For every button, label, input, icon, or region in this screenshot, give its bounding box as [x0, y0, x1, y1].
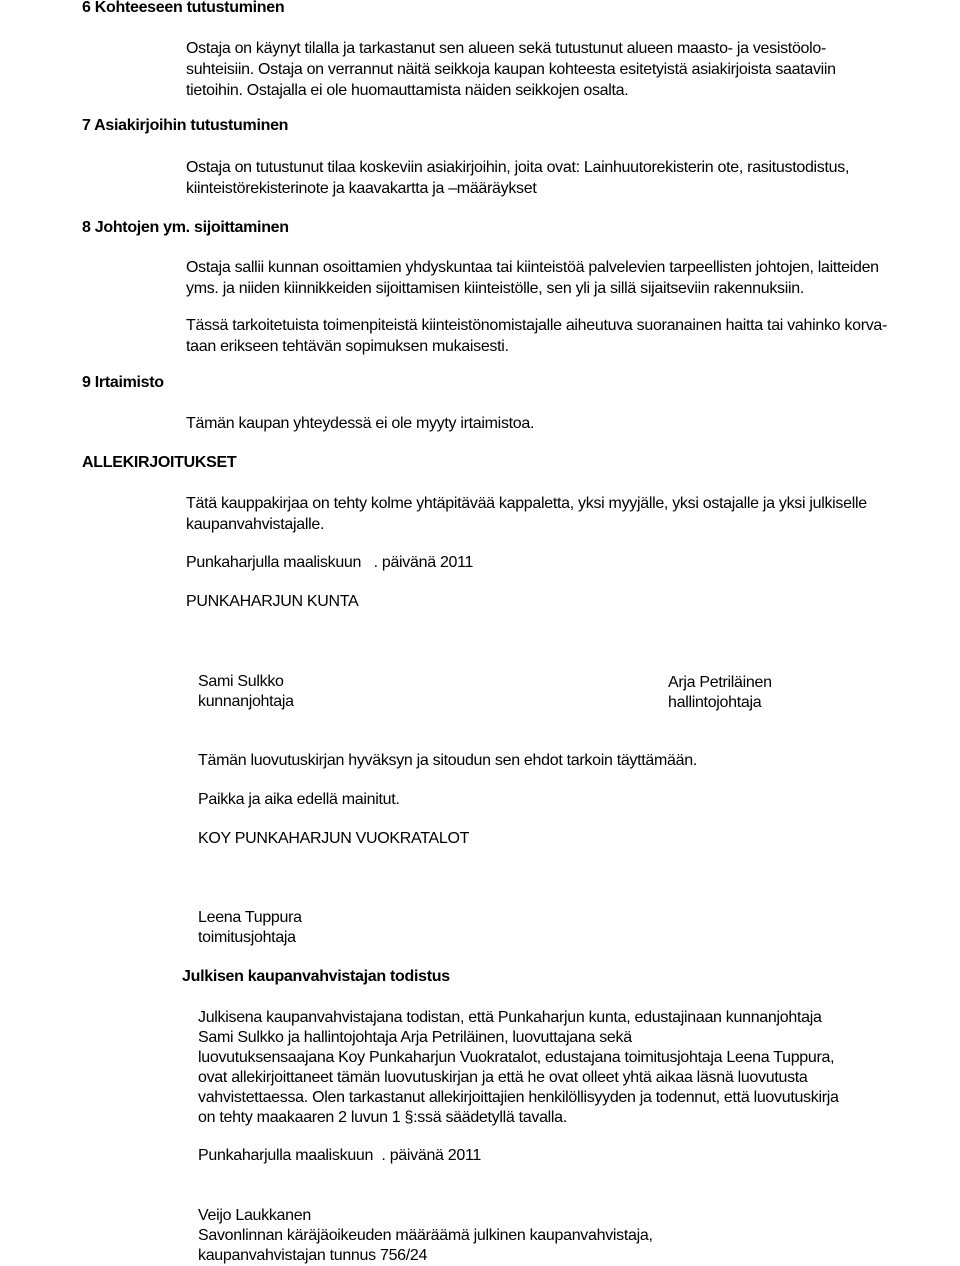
section-6-heading: 6 Kohteeseen tutustuminen	[82, 0, 285, 16]
seller-name: PUNKAHARJUN KUNTA	[186, 593, 359, 610]
certificate-line-4: ovat allekirjoittaneet tämän luovutuskirjan ja että he ovat olleet yhtä aikaa läsnä luovutusta	[198, 1069, 808, 1086]
acceptance-text: Tämän luovutuskirjan hyväksyn ja sitoudun sen ehdot tarkoin täyttämään.	[198, 752, 697, 769]
certificate-line-5: vahvistettaessa. Olen tarkastanut allekirjoittajien henkilöllisyyden ja todennut, että luovutuskirja	[198, 1089, 839, 1106]
signer-1-name: Sami Sulkko	[198, 673, 284, 690]
signer-1-title: kunnanjohtaja	[198, 693, 294, 710]
signatures-line-2: kaupanvahvistajalle.	[186, 516, 325, 533]
signer-3-name: Leena Tuppura	[198, 909, 302, 926]
signatures-place-date: Punkaharjulla maaliskuun . päivänä 2011	[186, 554, 474, 571]
section-6-line-2: suhteisiin. Ostaja on verrannut näitä seikkoja kaupan kohteesta esitetyistä asiakirjoista saataviin	[186, 61, 836, 78]
section-9-text: Tämän kaupan yhteydessä ei ole myyty irtaimistoa.	[186, 415, 535, 432]
section-7-line-2: kiinteistörekisterinote ja kaavakartta ja –määräykset	[186, 180, 537, 197]
certificate-line-6: on tehty maakaaren 2 luvun 1 §:ssä säädetyllä tavalla.	[198, 1109, 567, 1126]
certificate-line-3: luovutuksensaajana Koy Punkaharjun Vuokratalot, edustajana toimitusjohtaja Leena Tuppura,	[198, 1049, 835, 1066]
signatures-line-1: Tätä kauppakirjaa on tehty kolme yhtäpitävää kappaletta, yksi myyjälle, yksi ostajalle ja yksi julkiselle	[186, 495, 867, 512]
certificate-line-2: Sami Sulkko ja hallintojohtaja Arja Petriläinen, luovuttajana sekä	[198, 1029, 632, 1046]
notary-title: Savonlinnan käräjäoikeuden määräämä julkinen kaupanvahvistaja,	[198, 1227, 653, 1244]
section-8-para2-line-2: taan erikseen tehtävän sopimuksen mukaisesti.	[186, 338, 509, 355]
section-8-para1-line-2: yms. ja niiden kiinnikkeiden sijoittamisen kiinteistölle, sen yli ja sillä sijaitseviin rakennuksiin.	[186, 280, 804, 297]
certificate-place-date: Punkaharjulla maaliskuun . päivänä 2011	[198, 1147, 482, 1164]
signer-2-name: Arja Petriläinen	[668, 674, 772, 691]
notary-name: Veijo Laukkanen	[198, 1207, 311, 1224]
buyer-name: KOY PUNKAHARJUN VUOKRATALOT	[198, 830, 470, 847]
section-7-heading: 7 Asiakirjoihin tutustuminen	[82, 117, 289, 134]
signer-2-title: hallintojohtaja	[668, 694, 762, 711]
notary-id: kaupanvahvistajan tunnus 756/24	[198, 1247, 428, 1264]
section-8-para1-line-1: Ostaja sallii kunnan osoittamien yhdyskuntaa tai kiinteistöä palvelevien tarpeellisten johtojen, laitteiden	[186, 259, 879, 276]
signer-3-title: toimitusjohtaja	[198, 929, 296, 946]
section-6-line-3: tietoihin. Ostajalla ei ole huomauttamista näiden seikkojen osalta.	[186, 82, 629, 99]
signatures-heading: ALLEKIRJOITUKSET	[82, 454, 237, 471]
certificate-line-1: Julkisena kaupanvahvistajana todistan, että Punkaharjun kunta, edustajinaan kunnanjohtaja	[198, 1009, 822, 1026]
section-7-line-1: Ostaja on tutustunut tilaa koskeviin asiakirjoihin, joita ovat: Lainhuutorekisterin ote, rasitustodistus,	[186, 159, 850, 176]
certificate-heading: Julkisen kaupanvahvistajan todistus	[182, 968, 450, 985]
section-8-para2-line-1: Tässä tarkoitetuista toimenpiteistä kiinteistönomistajalle aiheutuva suoranainen haitta tai vahinko korva-	[186, 317, 888, 334]
section-8-heading: 8 Johtojen ym. sijoittaminen	[82, 219, 289, 236]
section-9-heading: 9 Irtaimisto	[82, 374, 164, 391]
place-time-text: Paikka ja aika edellä mainitut.	[198, 791, 400, 808]
section-6-line-1: Ostaja on käynyt tilalla ja tarkastanut sen alueen sekä tutustunut alueen maasto- ja vesistöolo-	[186, 40, 827, 57]
